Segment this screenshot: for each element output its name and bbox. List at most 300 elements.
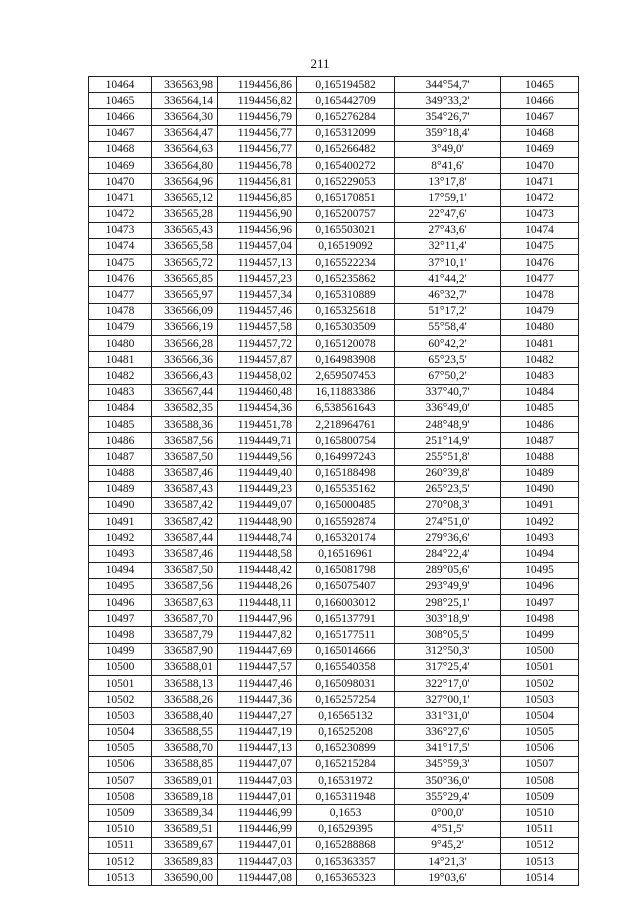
point-to-cell: 10467 xyxy=(501,109,579,125)
y-coordinate-cell: 1194456,85 xyxy=(218,190,297,206)
distance-cell: 0,165177511 xyxy=(297,627,395,643)
x-coordinate-cell: 336564,30 xyxy=(152,109,218,125)
point-to-cell: 10482 xyxy=(501,352,579,368)
bearing-cell: 251°14,9' xyxy=(395,433,501,449)
x-coordinate-cell: 336587,70 xyxy=(152,611,218,627)
x-coordinate-cell: 336587,44 xyxy=(152,530,218,546)
distance-cell: 0,165188498 xyxy=(297,465,395,481)
distance-cell: 0,16519092 xyxy=(297,238,395,254)
table-row xyxy=(89,805,579,821)
y-coordinate-cell: 1194456,77 xyxy=(218,141,297,157)
bearing-cell: 279°36,6' xyxy=(395,530,501,546)
distance-cell: 0,165194582 xyxy=(297,77,395,93)
point-from-cell: 10507 xyxy=(89,773,152,789)
bearing-cell: 0°00,0' xyxy=(395,805,501,821)
point-from-cell: 10492 xyxy=(89,530,152,546)
table-row xyxy=(89,821,579,837)
point-to-cell: 10476 xyxy=(501,255,579,271)
bearing-cell: 60°42,2' xyxy=(395,336,501,352)
bearing-cell: 265°23,5' xyxy=(395,481,501,497)
point-from-cell: 10513 xyxy=(89,870,152,886)
bearing-cell: 308°05,5' xyxy=(395,627,501,643)
point-from-cell: 10502 xyxy=(89,692,152,708)
table-row xyxy=(89,157,579,173)
point-to-cell: 10466 xyxy=(501,93,579,109)
point-to-cell: 10503 xyxy=(501,692,579,708)
y-coordinate-cell: 1194451,78 xyxy=(218,416,297,432)
point-from-cell: 10493 xyxy=(89,546,152,562)
bearing-cell: 51°17,2' xyxy=(395,303,501,319)
table-row xyxy=(89,125,579,141)
point-to-cell: 10493 xyxy=(501,530,579,546)
table-row xyxy=(89,206,579,222)
point-to-cell: 10502 xyxy=(501,675,579,691)
x-coordinate-cell: 336588,55 xyxy=(152,724,218,740)
table-row xyxy=(89,465,579,481)
y-coordinate-cell: 1194447,27 xyxy=(218,708,297,724)
coordinates-table xyxy=(88,76,579,886)
x-coordinate-cell: 336565,97 xyxy=(152,287,218,303)
point-to-cell: 10501 xyxy=(501,659,579,675)
point-to-cell: 10483 xyxy=(501,368,579,384)
distance-cell: 0,165312099 xyxy=(297,125,395,141)
x-coordinate-cell: 336564,96 xyxy=(152,174,218,190)
point-from-cell: 10484 xyxy=(89,400,152,416)
y-coordinate-cell: 1194457,46 xyxy=(218,303,297,319)
distance-cell: 0,165592874 xyxy=(297,514,395,530)
point-from-cell: 10472 xyxy=(89,206,152,222)
x-coordinate-cell: 336567,44 xyxy=(152,384,218,400)
distance-cell: 0,165310889 xyxy=(297,287,395,303)
distance-cell: 16,11883386 xyxy=(297,384,395,400)
x-coordinate-cell: 336587,46 xyxy=(152,465,218,481)
y-coordinate-cell: 1194447,01 xyxy=(218,789,297,805)
point-to-cell: 10465 xyxy=(501,77,579,93)
x-coordinate-cell: 336582,35 xyxy=(152,400,218,416)
table-row xyxy=(89,546,579,562)
point-to-cell: 10485 xyxy=(501,400,579,416)
distance-cell: 0,165540358 xyxy=(297,659,395,675)
bearing-cell: 337°40,7' xyxy=(395,384,501,400)
y-coordinate-cell: 1194456,82 xyxy=(218,93,297,109)
y-coordinate-cell: 1194456,90 xyxy=(218,206,297,222)
point-to-cell: 10484 xyxy=(501,384,579,400)
distance-cell: 0,166003012 xyxy=(297,595,395,611)
bearing-cell: 67°50,2' xyxy=(395,368,501,384)
distance-cell: 0,165137791 xyxy=(297,611,395,627)
point-to-cell: 10480 xyxy=(501,319,579,335)
y-coordinate-cell: 1194447,57 xyxy=(218,659,297,675)
distance-cell: 0,165800754 xyxy=(297,433,395,449)
point-to-cell: 10514 xyxy=(501,870,579,886)
page-number: 211 xyxy=(310,56,330,71)
point-to-cell: 10504 xyxy=(501,708,579,724)
point-from-cell: 10504 xyxy=(89,724,152,740)
bearing-cell: 4°51,5' xyxy=(395,821,501,837)
point-from-cell: 10496 xyxy=(89,595,152,611)
table-row xyxy=(89,724,579,740)
table-row xyxy=(89,740,579,756)
bearing-cell: 13°17,8' xyxy=(395,174,501,190)
distance-cell: 0,165522234 xyxy=(297,255,395,271)
x-coordinate-cell: 336564,14 xyxy=(152,93,218,109)
table-row xyxy=(89,595,579,611)
point-to-cell: 10468 xyxy=(501,125,579,141)
y-coordinate-cell: 1194456,78 xyxy=(218,157,297,173)
x-coordinate-cell: 336565,12 xyxy=(152,190,218,206)
table-row xyxy=(89,255,579,271)
bearing-cell: 9°45,2' xyxy=(395,837,501,853)
point-from-cell: 10506 xyxy=(89,756,152,772)
y-coordinate-cell: 1194447,08 xyxy=(218,870,297,886)
bearing-cell: 55°58,4' xyxy=(395,319,501,335)
point-from-cell: 10500 xyxy=(89,659,152,675)
x-coordinate-cell: 336566,19 xyxy=(152,319,218,335)
point-to-cell: 10478 xyxy=(501,287,579,303)
x-coordinate-cell: 336563,98 xyxy=(152,77,218,93)
table-row xyxy=(89,190,579,206)
bearing-cell: 8°41,6' xyxy=(395,157,501,173)
bearing-cell: 255°51,8' xyxy=(395,449,501,465)
distance-cell: 2,218964761 xyxy=(297,416,395,432)
distance-cell: 0,165503021 xyxy=(297,222,395,238)
x-coordinate-cell: 336587,50 xyxy=(152,449,218,465)
x-coordinate-cell: 336565,28 xyxy=(152,206,218,222)
x-coordinate-cell: 336588,26 xyxy=(152,692,218,708)
distance-cell: 0,165400272 xyxy=(297,157,395,173)
x-coordinate-cell: 336588,40 xyxy=(152,708,218,724)
point-to-cell: 10489 xyxy=(501,465,579,481)
point-to-cell: 10495 xyxy=(501,562,579,578)
x-coordinate-cell: 336587,56 xyxy=(152,433,218,449)
x-coordinate-cell: 336589,01 xyxy=(152,773,218,789)
point-from-cell: 10483 xyxy=(89,384,152,400)
point-to-cell: 10511 xyxy=(501,821,579,837)
table-row xyxy=(89,562,579,578)
x-coordinate-cell: 336588,13 xyxy=(152,675,218,691)
bearing-cell: 14°21,3' xyxy=(395,854,501,870)
y-coordinate-cell: 1194456,77 xyxy=(218,125,297,141)
bearing-cell: 3°49,0' xyxy=(395,141,501,157)
table-row xyxy=(89,530,579,546)
point-to-cell: 10494 xyxy=(501,546,579,562)
x-coordinate-cell: 336564,63 xyxy=(152,141,218,157)
point-from-cell: 10477 xyxy=(89,287,152,303)
point-to-cell: 10491 xyxy=(501,497,579,513)
y-coordinate-cell: 1194448,74 xyxy=(218,530,297,546)
point-from-cell: 10510 xyxy=(89,821,152,837)
y-coordinate-cell: 1194447,07 xyxy=(218,756,297,772)
x-coordinate-cell: 336589,51 xyxy=(152,821,218,837)
bearing-cell: 349°33,2' xyxy=(395,93,501,109)
x-coordinate-cell: 336587,42 xyxy=(152,497,218,513)
table-row xyxy=(89,789,579,805)
point-from-cell: 10471 xyxy=(89,190,152,206)
table-row xyxy=(89,109,579,125)
point-from-cell: 10480 xyxy=(89,336,152,352)
bearing-cell: 284°22,4' xyxy=(395,546,501,562)
distance-cell: 0,16529395 xyxy=(297,821,395,837)
y-coordinate-cell: 1194449,23 xyxy=(218,481,297,497)
y-coordinate-cell: 1194447,13 xyxy=(218,740,297,756)
point-to-cell: 10508 xyxy=(501,773,579,789)
distance-cell: 0,165235862 xyxy=(297,271,395,287)
distance-cell: 0,165320174 xyxy=(297,530,395,546)
table-row xyxy=(89,837,579,853)
y-coordinate-cell: 1194454,36 xyxy=(218,400,297,416)
table-row xyxy=(89,77,579,93)
y-coordinate-cell: 1194447,36 xyxy=(218,692,297,708)
bearing-cell: 298°25,1' xyxy=(395,595,501,611)
y-coordinate-cell: 1194456,81 xyxy=(218,174,297,190)
table-row xyxy=(89,433,579,449)
bearing-cell: 289°05,6' xyxy=(395,562,501,578)
x-coordinate-cell: 336589,34 xyxy=(152,805,218,821)
y-coordinate-cell: 1194458,02 xyxy=(218,368,297,384)
bearing-cell: 355°29,4' xyxy=(395,789,501,805)
point-to-cell: 10472 xyxy=(501,190,579,206)
bearing-cell: 32°11,4' xyxy=(395,238,501,254)
point-from-cell: 10474 xyxy=(89,238,152,254)
y-coordinate-cell: 1194447,69 xyxy=(218,643,297,659)
distance-cell: 0,16565132 xyxy=(297,708,395,724)
y-coordinate-cell: 1194449,56 xyxy=(218,449,297,465)
point-from-cell: 10499 xyxy=(89,643,152,659)
y-coordinate-cell: 1194446,99 xyxy=(218,805,297,821)
table-row xyxy=(89,627,579,643)
point-to-cell: 10469 xyxy=(501,141,579,157)
y-coordinate-cell: 1194447,03 xyxy=(218,854,297,870)
point-from-cell: 10509 xyxy=(89,805,152,821)
x-coordinate-cell: 336587,50 xyxy=(152,562,218,578)
point-to-cell: 10509 xyxy=(501,789,579,805)
point-from-cell: 10475 xyxy=(89,255,152,271)
y-coordinate-cell: 1194447,46 xyxy=(218,675,297,691)
y-coordinate-cell: 1194448,42 xyxy=(218,562,297,578)
distance-cell: 0,164983908 xyxy=(297,352,395,368)
distance-cell: 0,165257254 xyxy=(297,692,395,708)
y-coordinate-cell: 1194457,04 xyxy=(218,238,297,254)
point-from-cell: 10495 xyxy=(89,578,152,594)
point-to-cell: 10470 xyxy=(501,157,579,173)
point-from-cell: 10485 xyxy=(89,416,152,432)
point-to-cell: 10510 xyxy=(501,805,579,821)
point-to-cell: 10490 xyxy=(501,481,579,497)
point-from-cell: 10503 xyxy=(89,708,152,724)
bearing-cell: 345°59,3' xyxy=(395,756,501,772)
bearing-cell: 46°32,7' xyxy=(395,287,501,303)
y-coordinate-cell: 1194456,86 xyxy=(218,77,297,93)
point-from-cell: 10508 xyxy=(89,789,152,805)
point-from-cell: 10478 xyxy=(89,303,152,319)
point-to-cell: 10474 xyxy=(501,222,579,238)
point-to-cell: 10500 xyxy=(501,643,579,659)
point-from-cell: 10488 xyxy=(89,465,152,481)
point-from-cell: 10490 xyxy=(89,497,152,513)
bearing-cell: 312°50,3' xyxy=(395,643,501,659)
point-to-cell: 10506 xyxy=(501,740,579,756)
table-row xyxy=(89,336,579,352)
x-coordinate-cell: 336587,56 xyxy=(152,578,218,594)
y-coordinate-cell: 1194447,82 xyxy=(218,627,297,643)
table-row xyxy=(89,93,579,109)
y-coordinate-cell: 1194449,40 xyxy=(218,465,297,481)
x-coordinate-cell: 336566,28 xyxy=(152,336,218,352)
point-to-cell: 10487 xyxy=(501,433,579,449)
point-from-cell: 10491 xyxy=(89,514,152,530)
point-from-cell: 10464 xyxy=(89,77,152,93)
point-from-cell: 10489 xyxy=(89,481,152,497)
point-from-cell: 10486 xyxy=(89,433,152,449)
table-row xyxy=(89,174,579,190)
table-row xyxy=(89,416,579,432)
y-coordinate-cell: 1194449,71 xyxy=(218,433,297,449)
table-row xyxy=(89,319,579,335)
x-coordinate-cell: 336565,85 xyxy=(152,271,218,287)
y-coordinate-cell: 1194447,19 xyxy=(218,724,297,740)
distance-cell: 0,165288868 xyxy=(297,837,395,853)
table-row xyxy=(89,384,579,400)
table-row xyxy=(89,611,579,627)
distance-cell: 0,165120078 xyxy=(297,336,395,352)
bearing-cell: 22°47,6' xyxy=(395,206,501,222)
x-coordinate-cell: 336587,46 xyxy=(152,546,218,562)
distance-cell: 0,165075407 xyxy=(297,578,395,594)
x-coordinate-cell: 336565,72 xyxy=(152,255,218,271)
bearing-cell: 327°00,1' xyxy=(395,692,501,708)
table-row xyxy=(89,497,579,513)
x-coordinate-cell: 336589,18 xyxy=(152,789,218,805)
bearing-cell: 41°44,2' xyxy=(395,271,501,287)
y-coordinate-cell: 1194448,90 xyxy=(218,514,297,530)
distance-cell: 0,1653 xyxy=(297,805,395,821)
distance-cell: 0,165098031 xyxy=(297,675,395,691)
point-from-cell: 10479 xyxy=(89,319,152,335)
point-to-cell: 10497 xyxy=(501,595,579,611)
y-coordinate-cell: 1194447,96 xyxy=(218,611,297,627)
x-coordinate-cell: 336564,80 xyxy=(152,157,218,173)
distance-cell: 0,165230899 xyxy=(297,740,395,756)
point-from-cell: 10505 xyxy=(89,740,152,756)
table-row xyxy=(89,854,579,870)
table-row xyxy=(89,287,579,303)
distance-cell: 0,16516961 xyxy=(297,546,395,562)
table-row xyxy=(89,368,579,384)
distance-cell: 6,538561643 xyxy=(297,400,395,416)
table-row xyxy=(89,481,579,497)
point-to-cell: 10512 xyxy=(501,837,579,853)
point-to-cell: 10505 xyxy=(501,724,579,740)
distance-cell: 0,165215284 xyxy=(297,756,395,772)
point-to-cell: 10513 xyxy=(501,854,579,870)
bearing-cell: 17°59,1' xyxy=(395,190,501,206)
point-from-cell: 10498 xyxy=(89,627,152,643)
x-coordinate-cell: 336564,47 xyxy=(152,125,218,141)
distance-cell: 0,165170851 xyxy=(297,190,395,206)
distance-cell: 0,165303509 xyxy=(297,319,395,335)
point-to-cell: 10479 xyxy=(501,303,579,319)
x-coordinate-cell: 336587,43 xyxy=(152,481,218,497)
point-to-cell: 10498 xyxy=(501,611,579,627)
x-coordinate-cell: 336589,83 xyxy=(152,854,218,870)
bearing-cell: 260°39,8' xyxy=(395,465,501,481)
y-coordinate-cell: 1194448,58 xyxy=(218,546,297,562)
table-row xyxy=(89,238,579,254)
table-row xyxy=(89,870,579,886)
distance-cell: 0,165276284 xyxy=(297,109,395,125)
y-coordinate-cell: 1194457,72 xyxy=(218,336,297,352)
point-to-cell: 10499 xyxy=(501,627,579,643)
distance-cell: 0,165535162 xyxy=(297,481,395,497)
point-to-cell: 10488 xyxy=(501,449,579,465)
distance-cell: 0,16525208 xyxy=(297,724,395,740)
table-row xyxy=(89,303,579,319)
point-to-cell: 10496 xyxy=(501,578,579,594)
distance-cell: 0,165365323 xyxy=(297,870,395,886)
bearing-cell: 37°10,1' xyxy=(395,255,501,271)
point-to-cell: 10507 xyxy=(501,756,579,772)
x-coordinate-cell: 336566,09 xyxy=(152,303,218,319)
point-to-cell: 10471 xyxy=(501,174,579,190)
x-coordinate-cell: 336587,63 xyxy=(152,595,218,611)
distance-cell: 0,165229053 xyxy=(297,174,395,190)
distance-cell: 0,165442709 xyxy=(297,93,395,109)
distance-cell: 0,165325618 xyxy=(297,303,395,319)
bearing-cell: 359°18,4' xyxy=(395,125,501,141)
distance-cell: 0,164997243 xyxy=(297,449,395,465)
x-coordinate-cell: 336587,42 xyxy=(152,514,218,530)
point-from-cell: 10465 xyxy=(89,93,152,109)
bearing-cell: 19°03,6' xyxy=(395,870,501,886)
point-from-cell: 10476 xyxy=(89,271,152,287)
distance-cell: 0,165311948 xyxy=(297,789,395,805)
distance-cell: 0,165081798 xyxy=(297,562,395,578)
x-coordinate-cell: 336587,90 xyxy=(152,643,218,659)
y-coordinate-cell: 1194457,34 xyxy=(218,287,297,303)
point-from-cell: 10470 xyxy=(89,174,152,190)
table-row xyxy=(89,271,579,287)
x-coordinate-cell: 336589,67 xyxy=(152,837,218,853)
table-row xyxy=(89,352,579,368)
bearing-cell: 344°54,7' xyxy=(395,77,501,93)
bearing-cell: 293°49,9' xyxy=(395,578,501,594)
table-row xyxy=(89,659,579,675)
bearing-cell: 65°23,5' xyxy=(395,352,501,368)
x-coordinate-cell: 336587,79 xyxy=(152,627,218,643)
y-coordinate-cell: 1194448,26 xyxy=(218,578,297,594)
point-from-cell: 10481 xyxy=(89,352,152,368)
point-from-cell: 10468 xyxy=(89,141,152,157)
point-from-cell: 10487 xyxy=(89,449,152,465)
bearing-cell: 354°26,7' xyxy=(395,109,501,125)
point-to-cell: 10477 xyxy=(501,271,579,287)
y-coordinate-cell: 1194457,87 xyxy=(218,352,297,368)
x-coordinate-cell: 336566,36 xyxy=(152,352,218,368)
y-coordinate-cell: 1194449,07 xyxy=(218,497,297,513)
distance-cell: 0,165014666 xyxy=(297,643,395,659)
point-to-cell: 10475 xyxy=(501,238,579,254)
x-coordinate-cell: 336565,58 xyxy=(152,238,218,254)
bearing-cell: 248°48,9' xyxy=(395,416,501,432)
table-row xyxy=(89,643,579,659)
point-to-cell: 10473 xyxy=(501,206,579,222)
point-from-cell: 10512 xyxy=(89,854,152,870)
table-row xyxy=(89,222,579,238)
point-to-cell: 10481 xyxy=(501,336,579,352)
distance-cell: 0,165000485 xyxy=(297,497,395,513)
y-coordinate-cell: 1194457,23 xyxy=(218,271,297,287)
bearing-cell: 322°17,0' xyxy=(395,675,501,691)
